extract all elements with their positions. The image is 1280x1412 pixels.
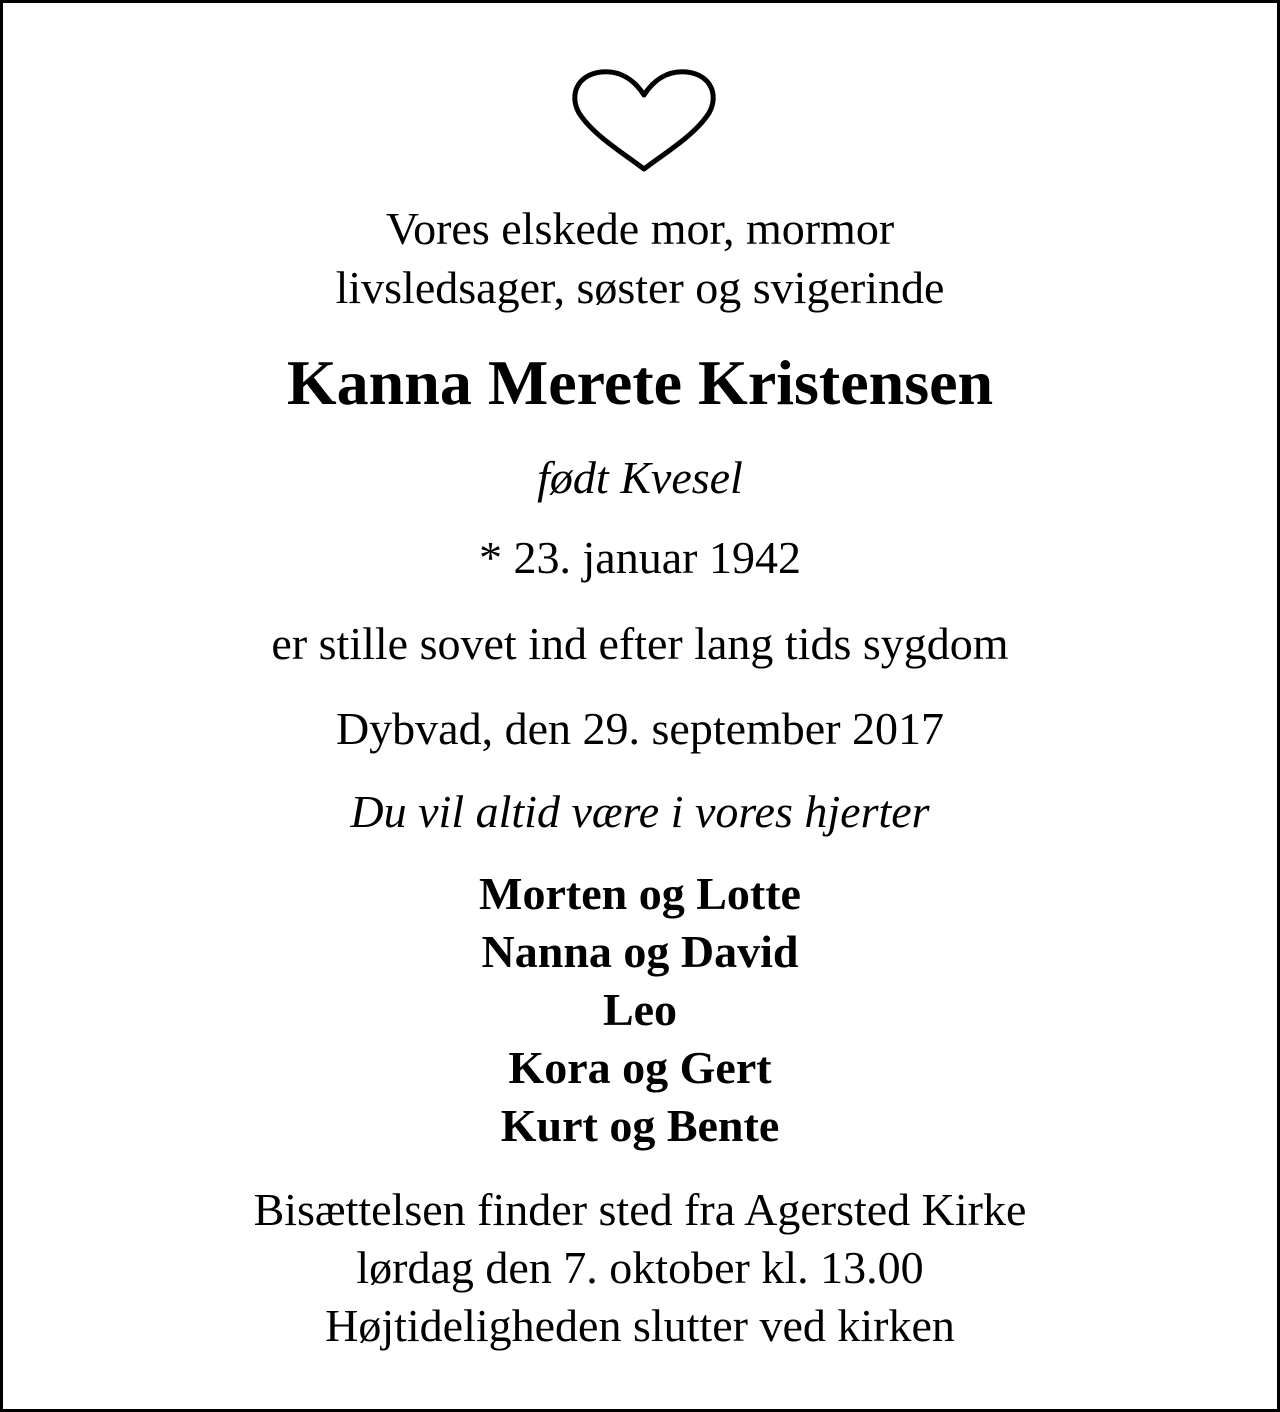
funeral-line-1: Bisættelsen finder sted fra Agersted Kirke bbox=[253, 1184, 1027, 1235]
memorial-phrase: Du vil altid være i vores hjerter bbox=[350, 786, 930, 837]
passing-text: er stille sovet ind efter lang tids sygdom bbox=[271, 618, 1009, 669]
family-member: Morten og Lotte bbox=[479, 868, 801, 919]
maiden-name: født Kvesel bbox=[537, 452, 743, 503]
intro-line-1: Vores elskede mor, mormor bbox=[385, 203, 895, 254]
funeral-line-2: lørdag den 7. oktober kl. 13.00 bbox=[356, 1242, 924, 1293]
birth-date: * 23. januar 1942 bbox=[479, 532, 801, 583]
family-member: Kora og Gert bbox=[508, 1042, 772, 1093]
heart-outline-icon bbox=[571, 69, 717, 173]
family-member: Nanna og David bbox=[481, 926, 799, 977]
intro-line-2: livsledsager, søster og svigerinde bbox=[335, 262, 945, 313]
place-and-date: Dybvad, den 29. september 2017 bbox=[335, 703, 945, 754]
funeral-line-3: Højtideligheden slutter ved kirken bbox=[325, 1300, 955, 1351]
family-member: Leo bbox=[602, 984, 678, 1035]
family-member: Kurt og Bente bbox=[500, 1100, 780, 1151]
deceased-name: Kanna Merete Kristensen bbox=[286, 347, 994, 418]
